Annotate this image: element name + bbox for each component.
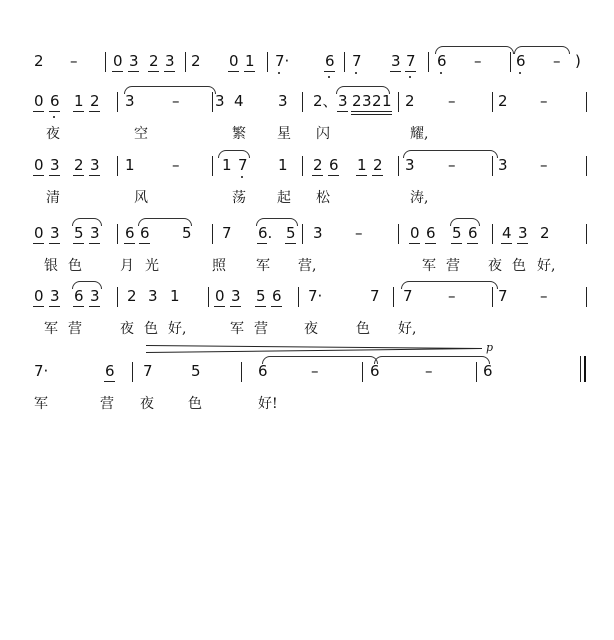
note: 2、 bbox=[313, 92, 338, 110]
underline bbox=[390, 71, 401, 72]
note: 3 bbox=[391, 52, 401, 70]
bar-line bbox=[476, 362, 477, 382]
note: 0 bbox=[229, 52, 239, 70]
lyric: 营 bbox=[254, 321, 268, 337]
underline bbox=[451, 243, 462, 244]
lyric: 繁 bbox=[232, 126, 246, 142]
underline bbox=[356, 175, 367, 176]
note: – bbox=[474, 52, 482, 70]
note: 2 bbox=[127, 287, 137, 305]
note: 0 bbox=[113, 52, 123, 70]
lyric: 色 bbox=[68, 258, 82, 274]
underline bbox=[228, 71, 239, 72]
octave-dot bbox=[355, 72, 357, 74]
note: 7· bbox=[308, 287, 323, 305]
note: 3 bbox=[148, 287, 158, 305]
note: 3 bbox=[313, 224, 323, 242]
note: 3 bbox=[405, 156, 415, 174]
underline bbox=[409, 243, 420, 244]
slur bbox=[374, 356, 490, 364]
underline bbox=[73, 306, 84, 307]
note: ) bbox=[575, 52, 581, 70]
note: 6 bbox=[125, 224, 135, 242]
note: – bbox=[540, 156, 548, 174]
octave-dot bbox=[409, 76, 411, 78]
underline bbox=[257, 243, 267, 244]
note: – bbox=[311, 362, 319, 380]
note: 3 bbox=[278, 92, 288, 110]
note: 3 bbox=[165, 52, 175, 70]
note: 2 bbox=[149, 52, 159, 70]
note: 3 bbox=[498, 156, 508, 174]
note: 7 bbox=[406, 52, 416, 70]
underline bbox=[128, 71, 139, 72]
underline bbox=[33, 243, 44, 244]
bar-line bbox=[105, 52, 106, 72]
bar-line bbox=[132, 362, 133, 382]
underline bbox=[112, 71, 123, 72]
bar-line bbox=[492, 224, 493, 244]
score-system bbox=[0, 287, 614, 347]
lyric: 光 bbox=[145, 258, 159, 274]
note: 7· bbox=[275, 52, 290, 70]
note: 6 bbox=[437, 52, 447, 70]
note: 2 bbox=[372, 92, 382, 110]
underline bbox=[244, 71, 255, 72]
note: 3 bbox=[215, 92, 225, 110]
note: – bbox=[172, 156, 180, 174]
underline bbox=[104, 381, 115, 382]
underline bbox=[124, 243, 135, 244]
note: 5 bbox=[74, 224, 84, 242]
bar-line bbox=[398, 92, 399, 112]
lyric: 营 bbox=[100, 396, 114, 412]
note: 6. bbox=[258, 224, 273, 242]
slur bbox=[403, 150, 498, 158]
underline bbox=[501, 243, 512, 244]
lyric: 好! bbox=[258, 396, 278, 412]
underline bbox=[49, 175, 60, 176]
lyric: 清 bbox=[46, 190, 60, 206]
underline bbox=[139, 243, 150, 244]
lyric: 夜 bbox=[120, 321, 134, 337]
lyric: 银 bbox=[44, 258, 58, 274]
bar-line bbox=[117, 156, 118, 176]
underline bbox=[517, 243, 528, 244]
lyric: 起 bbox=[277, 190, 291, 206]
lyric: 好, bbox=[398, 321, 417, 337]
note: 7 bbox=[222, 224, 232, 242]
lyric: 营 bbox=[446, 258, 460, 274]
note: – bbox=[540, 287, 548, 305]
lyric: 色 bbox=[356, 321, 370, 337]
lyric: 好, bbox=[537, 258, 556, 274]
bar-line bbox=[398, 156, 399, 176]
bar-line bbox=[586, 224, 587, 244]
underline bbox=[89, 111, 100, 112]
lyric: 军 bbox=[230, 321, 244, 337]
lyric: 夜 bbox=[488, 258, 502, 274]
final-bar-line bbox=[580, 356, 581, 382]
note: 3 bbox=[50, 156, 60, 174]
note: 5 bbox=[191, 362, 201, 380]
score-system bbox=[0, 341, 614, 422]
note: 1 bbox=[382, 92, 392, 110]
note: 2 bbox=[34, 52, 44, 70]
underline bbox=[405, 71, 416, 72]
note: – bbox=[540, 92, 548, 110]
bar-line bbox=[586, 287, 587, 307]
underline bbox=[372, 175, 383, 176]
note: 7 bbox=[238, 156, 248, 174]
slur bbox=[72, 218, 102, 226]
lyric: 照 bbox=[212, 258, 226, 274]
underline bbox=[271, 306, 282, 307]
note: 5 bbox=[256, 287, 266, 305]
note: 3 bbox=[231, 287, 241, 305]
octave-dot bbox=[519, 72, 521, 74]
lyric: 荡 bbox=[232, 190, 246, 206]
bar-line bbox=[586, 156, 587, 176]
bar-line bbox=[212, 156, 213, 176]
underline bbox=[467, 243, 478, 244]
note: 5 bbox=[452, 224, 462, 242]
note: 3 bbox=[129, 52, 139, 70]
underline bbox=[73, 175, 84, 176]
underline bbox=[33, 306, 44, 307]
note: 3 bbox=[90, 224, 100, 242]
note: 6 bbox=[329, 156, 339, 174]
lyric: 涛, bbox=[410, 190, 429, 206]
note: – bbox=[448, 156, 456, 174]
bar-line bbox=[208, 287, 209, 307]
underline bbox=[33, 175, 44, 176]
note: 0 bbox=[34, 224, 44, 242]
note: 2 bbox=[74, 156, 84, 174]
underline bbox=[324, 71, 335, 72]
lyric: 松 bbox=[316, 190, 330, 206]
note: 6 bbox=[74, 287, 84, 305]
underline bbox=[89, 175, 100, 176]
lyric: 夜 bbox=[46, 126, 60, 142]
note: 1 bbox=[357, 156, 367, 174]
lyric: 营, bbox=[298, 258, 317, 274]
note: 1 bbox=[170, 287, 180, 305]
note: 2 bbox=[498, 92, 508, 110]
underline bbox=[49, 111, 60, 112]
note: 3 bbox=[90, 287, 100, 305]
note: 6 bbox=[325, 52, 335, 70]
slur bbox=[218, 150, 250, 158]
bar-line bbox=[267, 52, 268, 72]
note: 7 bbox=[403, 287, 413, 305]
bar-line bbox=[398, 224, 399, 244]
note: 7 bbox=[352, 52, 362, 70]
note: 0 bbox=[34, 287, 44, 305]
lyric: 色 bbox=[188, 396, 202, 412]
note: – bbox=[448, 287, 456, 305]
note: 6 bbox=[468, 224, 478, 242]
bar-line bbox=[241, 362, 242, 382]
note: – bbox=[355, 224, 363, 242]
lyric: 军 bbox=[44, 321, 58, 337]
note: 2 bbox=[191, 52, 201, 70]
lyric: 军 bbox=[256, 258, 270, 274]
note: 2 bbox=[90, 92, 100, 110]
lyric: 空 bbox=[134, 126, 148, 142]
note: 1 bbox=[222, 156, 232, 174]
note: 3 bbox=[362, 92, 372, 110]
note: 3 bbox=[338, 92, 348, 110]
slur bbox=[450, 218, 480, 226]
lyric: 风 bbox=[134, 190, 148, 206]
note: 1 bbox=[125, 156, 135, 174]
note: 0 bbox=[410, 224, 420, 242]
underline bbox=[230, 306, 241, 307]
bar-line bbox=[393, 287, 394, 307]
bar-line bbox=[117, 224, 118, 244]
decrescendo-line bbox=[146, 348, 482, 353]
bar-line bbox=[510, 52, 511, 72]
octave-dot bbox=[440, 72, 442, 74]
note: 2 bbox=[352, 92, 362, 110]
lyric: 闪 bbox=[316, 126, 330, 142]
note: 6 bbox=[370, 362, 380, 380]
note: 2 bbox=[313, 156, 323, 174]
underline bbox=[328, 175, 339, 176]
bar-line bbox=[117, 287, 118, 307]
bar-line bbox=[586, 92, 587, 112]
lyric: 星 bbox=[277, 126, 291, 142]
lyric: 色 bbox=[512, 258, 526, 274]
note: – bbox=[448, 92, 456, 110]
note: 7· bbox=[34, 362, 49, 380]
bar-line bbox=[302, 156, 303, 176]
slur bbox=[514, 46, 570, 54]
slur bbox=[262, 356, 378, 364]
octave-dot bbox=[241, 176, 243, 178]
bar-line bbox=[212, 92, 213, 112]
lyric: 夜 bbox=[304, 321, 318, 337]
bar-line bbox=[212, 224, 213, 244]
bar-line bbox=[492, 156, 493, 176]
bar-line bbox=[185, 52, 186, 72]
bar-line bbox=[428, 52, 429, 72]
note: 2 bbox=[405, 92, 415, 110]
note: 6 bbox=[483, 362, 493, 380]
note: 6 bbox=[426, 224, 436, 242]
lyric: 营 bbox=[68, 321, 82, 337]
note: 2 bbox=[540, 224, 550, 242]
note: 3 bbox=[518, 224, 528, 242]
bar-line bbox=[492, 92, 493, 112]
slur bbox=[256, 218, 298, 226]
note: – bbox=[172, 92, 180, 110]
underline bbox=[381, 111, 392, 112]
underline bbox=[337, 111, 348, 112]
note: 3 bbox=[50, 287, 60, 305]
lyric: 夜 bbox=[140, 396, 154, 412]
slur bbox=[401, 281, 498, 289]
underline bbox=[49, 243, 60, 244]
slur bbox=[336, 86, 390, 94]
underline bbox=[214, 306, 225, 307]
note: 6 bbox=[50, 92, 60, 110]
note: 3 bbox=[50, 224, 60, 242]
underline bbox=[33, 111, 44, 112]
bar-line bbox=[362, 362, 363, 382]
underline bbox=[285, 243, 296, 244]
underline bbox=[73, 243, 84, 244]
note: 0 bbox=[215, 287, 225, 305]
octave-dot bbox=[278, 72, 280, 74]
note: 4 bbox=[502, 224, 512, 242]
note: 0 bbox=[34, 156, 44, 174]
note: 1 bbox=[245, 52, 255, 70]
note: 3 bbox=[125, 92, 135, 110]
score-system bbox=[0, 224, 614, 284]
note: 7 bbox=[498, 287, 508, 305]
underline bbox=[312, 175, 323, 176]
note: 2 bbox=[373, 156, 383, 174]
note: 6 bbox=[105, 362, 115, 380]
note: 6 bbox=[272, 287, 282, 305]
underline bbox=[148, 71, 159, 72]
underline bbox=[49, 306, 60, 307]
note: 5 bbox=[286, 224, 296, 242]
note: 7 bbox=[143, 362, 153, 380]
slur bbox=[72, 281, 102, 289]
lyric: 耀, bbox=[410, 126, 429, 142]
bar-line bbox=[302, 92, 303, 112]
note: 0 bbox=[34, 92, 44, 110]
note: – bbox=[425, 362, 433, 380]
bar-line bbox=[117, 92, 118, 112]
note: 6 bbox=[516, 52, 526, 70]
octave-dot bbox=[53, 116, 55, 118]
note: 5 bbox=[182, 224, 192, 242]
note: 7 bbox=[370, 287, 380, 305]
underline bbox=[164, 71, 175, 72]
underline bbox=[89, 243, 100, 244]
lyric: 色 bbox=[144, 321, 158, 337]
slur bbox=[435, 46, 514, 54]
lyric: 军 bbox=[422, 258, 436, 274]
note: 6 bbox=[140, 224, 150, 242]
bar-line bbox=[344, 52, 345, 72]
underline bbox=[425, 243, 436, 244]
note: 6 bbox=[258, 362, 268, 380]
note: 1 bbox=[278, 156, 288, 174]
underline bbox=[255, 306, 266, 307]
final-bar-line bbox=[584, 356, 586, 382]
bar-line bbox=[298, 287, 299, 307]
slur bbox=[124, 86, 216, 94]
lyric: 月 bbox=[120, 258, 134, 274]
lyric: 好, bbox=[168, 321, 187, 337]
lyric: 军 bbox=[34, 396, 48, 412]
note: 3 bbox=[90, 156, 100, 174]
bar-line bbox=[492, 287, 493, 307]
score-system bbox=[0, 156, 614, 216]
note: 1 bbox=[74, 92, 84, 110]
note: – bbox=[553, 52, 561, 70]
underline bbox=[381, 114, 392, 115]
dynamic-mark: p bbox=[486, 341, 494, 354]
slur bbox=[138, 218, 192, 226]
note: – bbox=[70, 52, 78, 70]
note: 4 bbox=[234, 92, 244, 110]
score-system bbox=[0, 92, 614, 152]
underline bbox=[73, 111, 84, 112]
octave-dot bbox=[328, 76, 330, 78]
bar-line bbox=[302, 224, 303, 244]
underline bbox=[89, 306, 100, 307]
